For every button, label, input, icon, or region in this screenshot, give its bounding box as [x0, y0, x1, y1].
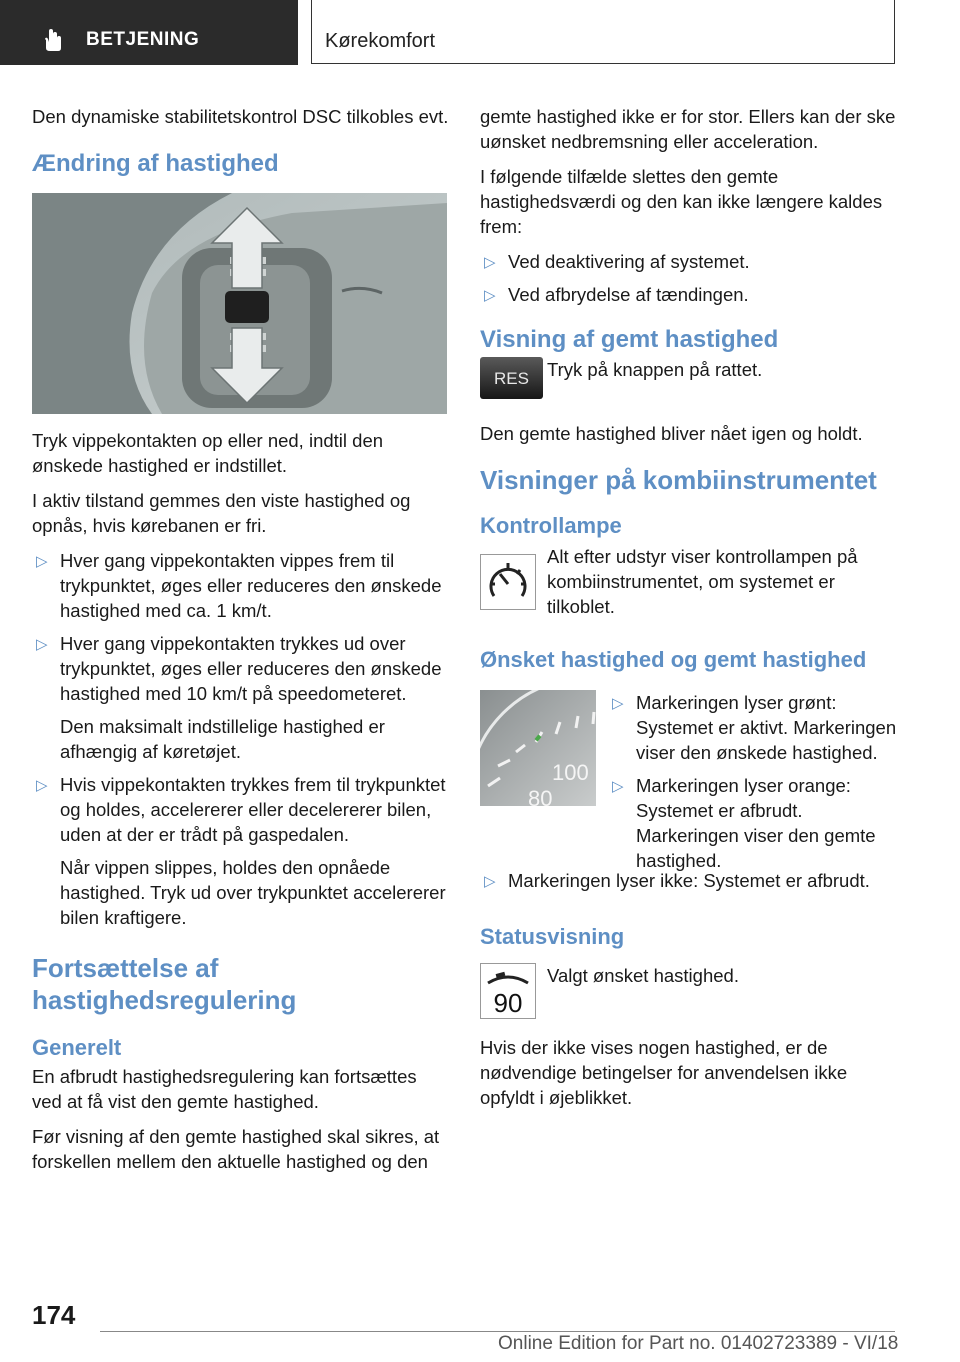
paragraph: Hvis der ikke vises nogen hastighed, er de nødvendige betingelser for anvendelsen ikke opfyldt i øjeblikket.: [480, 1037, 848, 1108]
svg-text:RES: RES: [494, 369, 529, 388]
page-title: Kørekomfort: [325, 30, 436, 52]
footer-divider: [100, 1331, 895, 1332]
control-lamp-row: [480, 544, 898, 626]
list-item: ▷ Hvis vippekontakten trykkes frem til trykpunktet og holdes, accelererer eller decelererer bilen, uden at der er trådt på gaspedalen.: [36, 774, 446, 845]
list-item: ▷ Hver gang vippekontakten trykkes ud over trykpunktet, øges eller reduceres den ønskede hastighed med 10 km/t på speedometeret.: [36, 633, 442, 704]
right-column: [480, 104, 898, 1120]
res-button-icon: [480, 357, 543, 399]
steering-wheel-image: [32, 193, 447, 414]
heading-displays: Visninger på kombiinstrumentet: [480, 465, 877, 495]
svg-text:90: 90: [493, 988, 523, 1018]
heading-change-speed: Ændring af hastighed: [32, 150, 279, 177]
speedometer-list: [608, 690, 898, 881]
speedometer-section: [480, 690, 898, 871]
triangle-bullet-icon: ▷: [36, 636, 48, 653]
control-lamp-description: Alt efter udstyr viser kontrollampen på kombiinstrumentet, om systemet er tilkoblet.: [547, 546, 858, 617]
edition-info: Online Edition for Part no. 01402723389 - VI/18: [498, 1333, 899, 1354]
paragraph: Den dynamiske stabilitetskontrol DSC tilkobles evt.: [32, 106, 449, 127]
list-item: ▷ Markeringen lyser orange: Systemet er afbrudt. Markeringen viser den gemte hastighed.: [612, 775, 876, 871]
cruise-control-lamp-icon: [480, 554, 536, 610]
heading-status: Statusvisning: [480, 924, 625, 949]
section-name: BETJENING: [86, 29, 200, 50]
paragraph: Tryk vippekontakten op eller ned, indtil den ønskede hastighed er indstillet.: [32, 430, 384, 476]
svg-text:100: 100: [552, 760, 589, 785]
paragraph: Før visning af den gemte hastighed skal sikres, at forskellen mellem den aktuelle hastighed og den: [32, 1126, 440, 1172]
heading-control-lamp: Kontrollampe: [480, 513, 622, 538]
res-description: Tryk på knappen på rattet.: [547, 359, 763, 380]
left-column: [32, 104, 450, 1184]
heading-desired-speed: Ønsket hastighed og gemt hastighed: [480, 647, 867, 672]
hand-icon: [42, 28, 64, 52]
speedometer-image: [480, 690, 596, 806]
list-item: ▷ Ved afbrydelse af tændingen.: [480, 282, 898, 307]
list-item: ▷ Ved deaktivering af systemet.: [480, 249, 898, 274]
page-number: 174: [32, 1300, 76, 1330]
triangle-bullet-icon: ▷: [36, 553, 48, 570]
status-row: [480, 963, 898, 1021]
heading-display-saved: Visning af gemt hastighed: [480, 326, 779, 353]
paragraph: gemte hastighed ikke er for stor. Ellers kan der ske uønsket nedbremsning eller acceleration.: [480, 106, 896, 152]
triangle-bullet-icon: ▷: [484, 873, 496, 890]
triangle-bullet-icon: ▷: [484, 287, 496, 304]
list-item: ▷ Markeringen lyser ikke: Systemet er afbrudt.: [480, 868, 898, 893]
res-button-row: [480, 357, 898, 409]
triangle-bullet-icon: ▷: [612, 778, 624, 795]
triangle-bullet-icon: ▷: [484, 254, 496, 271]
list-item-continuation: Den maksimalt indstillelige hastighed er afhængig af køretøjet.: [60, 716, 385, 762]
triangle-bullet-icon: ▷: [612, 695, 624, 712]
status-display-icon: [480, 963, 536, 1019]
paragraph: I følgende tilfælde slettes den gemte hastighedsværdi og den kan ikke længere kaldes frem:: [480, 166, 883, 237]
paragraph: I aktiv tilstand gemmes den viste hastighed og opnås, hvis kørebanen er fri.: [32, 490, 411, 536]
heading-general: Generelt: [32, 1035, 122, 1060]
triangle-bullet-icon: ▷: [36, 777, 48, 794]
list-item-continuation: Når vippen slippes, holdes den opnåede hastighed. Tryk ud over trykpunktet accelererer bilen kraftigere.: [60, 857, 446, 928]
paragraph: En afbrudt hastighedsregulering kan fortsættes ved at få vist den gemte hastighed.: [32, 1066, 417, 1112]
heading-continue: Fortsættelse af hastighedsregulering: [32, 953, 297, 1015]
paragraph: Den gemte hastighed bliver nået igen og holdt.: [480, 423, 863, 444]
list-item: ▷ Markeringen lyser grønt: Systemet er aktivt. Markeringen viser den ønskede hastighed.: [612, 692, 897, 763]
status-description: Valgt ønsket hastighed.: [547, 965, 739, 986]
svg-text:80: 80: [528, 786, 553, 806]
list-item: ▷ Hver gang vippekontakten vippes frem til trykpunktet, øges eller reduceres den ønskede hastighed med ca. 1 km/t.: [36, 550, 442, 621]
